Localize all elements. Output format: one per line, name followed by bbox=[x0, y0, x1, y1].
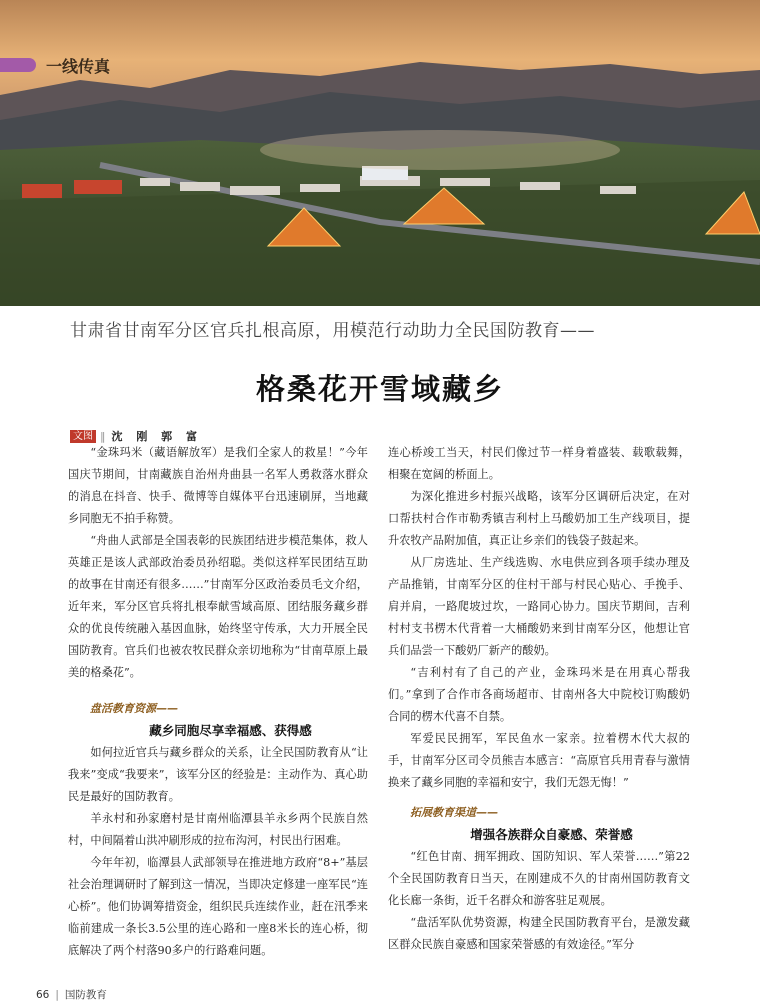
hero-photo bbox=[0, 0, 760, 306]
paragraph: 连心桥竣工当天，村民们像过节一样身着盛装、载歌载舞，相聚在宽阔的桥面上。 bbox=[388, 446, 690, 481]
paragraph: 为深化推进乡村振兴战略，该军分区调研后决定，在对口帮扶村合作市勒秀镇吉利村上马酸奶加工生产线项目，提升农牧产品附加值，真正让乡亲们的钱袋子鼓起来。 bbox=[388, 490, 690, 547]
landscape-illustration bbox=[0, 0, 760, 306]
paragraph: 从厂房选址、生产线选购、水电供应到各项手续办理及产品推销，甘南军分区的住村干部与村民心贴心、手挽手、肩并肩，一路爬坡过坎，一路同心协力。国庆节期间，吉利村村支书楞木代背着一大桶酸奶来到甘南军分区，他想让官兵们品尝一下酸奶厂新产的酸奶。 bbox=[388, 556, 690, 657]
section-tag-bar bbox=[0, 58, 36, 72]
paragraph: “舟曲人武部是全国表彰的民族团结进步模范集体，救人英雄正是该人武部政治委员孙绍聪。类似这样军民团结互助的故事在甘南还有很多……”甘南军分区政治委员毛文介绍，近年来，军分区官兵将扎根奉献雪域高原、团结服务藏乡群众的优良传统融入基因血脉，始终坚守传承，大力开展全民国防教育。官兵们也被农牧民群众亲切地称为“甘南草原上最美的格桑花”。 bbox=[68, 534, 368, 679]
article-subtitle: 甘肃省甘南军分区官兵扎根高原，用模范行动助力全民国防教育—— bbox=[70, 321, 595, 341]
section-subtag: 拓展教育渠道—— bbox=[410, 806, 498, 819]
paragraph: 如何拉近官兵与藏乡群众的关系，让全民国防教育从“让我来”变成“我要来”，该军分区的经验是：主动作为、真心助民是最好的国防教育。 bbox=[68, 746, 368, 803]
section-tag-label: 一线传真 bbox=[46, 56, 111, 76]
paragraph: 羊永村和孙家磨村是甘南州临潭县羊永乡两个民族自然村，中间隔着山洪冲刷形成的拉布沟河，村民出行困难。 bbox=[68, 812, 368, 847]
page-number: 66 bbox=[36, 989, 50, 1001]
paragraph: “金珠玛米（藏语解放军）是我们全家人的救星！”今年国庆节期间，甘南藏族自治州舟曲县一名军人勇救落水群众的消息在抖音、快手、微博等自媒体平台迅速刷屏，当地藏乡同胞无不拍手称赞。 bbox=[68, 446, 368, 525]
paragraph: 军爱民民拥军，军民鱼水一家亲。拉着楞木代大叔的手，甘南军分区司令员熊吉本感言：“高原官兵用青春与激情换来了藏乡同胞的幸福和安宁，我们无怨无悔！” bbox=[388, 732, 690, 789]
magazine-name: 国防教育 bbox=[64, 989, 107, 1001]
section-tag bbox=[0, 56, 110, 74]
left-column bbox=[68, 442, 368, 962]
section-subtag: 盘活教育资源—— bbox=[90, 702, 178, 715]
page-footer bbox=[36, 987, 107, 1002]
paragraph: 今年年初，临潭县人武部领导在推进地方政府“8+”基层社会治理调研时了解到这一情况，当即决定修建一座军民“连心桥”。他们协调筹措资金，组织民兵连续作业，赶在汛季来临前建成一条长3.5公里的连心路和一座8米长的连心桥，彻底解决了两个村落90多户的行路难问题。 bbox=[68, 856, 368, 957]
article-title: 格桑花开雪域藏乡 bbox=[255, 372, 504, 406]
section-heading: 藏乡同胞尽享幸福感、获得感 bbox=[149, 723, 312, 738]
section-heading: 增强各族群众自豪感、荣誉感 bbox=[470, 827, 633, 842]
right-column bbox=[388, 442, 690, 956]
byline-label: 文图 bbox=[70, 430, 96, 443]
paragraph: “吉利村有了自己的产业，金珠玛米是在用真心帮我们。”拿到了合作市各商场超市、甘南州各大中院校订购酸奶合同的楞木代喜不自禁。 bbox=[388, 666, 690, 723]
footer-divider: | bbox=[55, 989, 59, 1001]
byline-separator: ‖ bbox=[100, 429, 106, 443]
paragraph: “红色甘南、拥军拥政、国防知识、军人荣誉……”第22个全民国防教育日当天，在刚建成不久的甘南州国防教育文化长廊一条街，近千名群众和游客驻足观展。 bbox=[388, 850, 690, 907]
byline-authors: 沈 刚 郭 富 bbox=[111, 430, 202, 443]
paragraph: “盘活军队优势资源，构建全民国防教育平台，是激发藏区群众民族自豪感和国家荣誉感的有效途径。”军分 bbox=[388, 916, 690, 951]
